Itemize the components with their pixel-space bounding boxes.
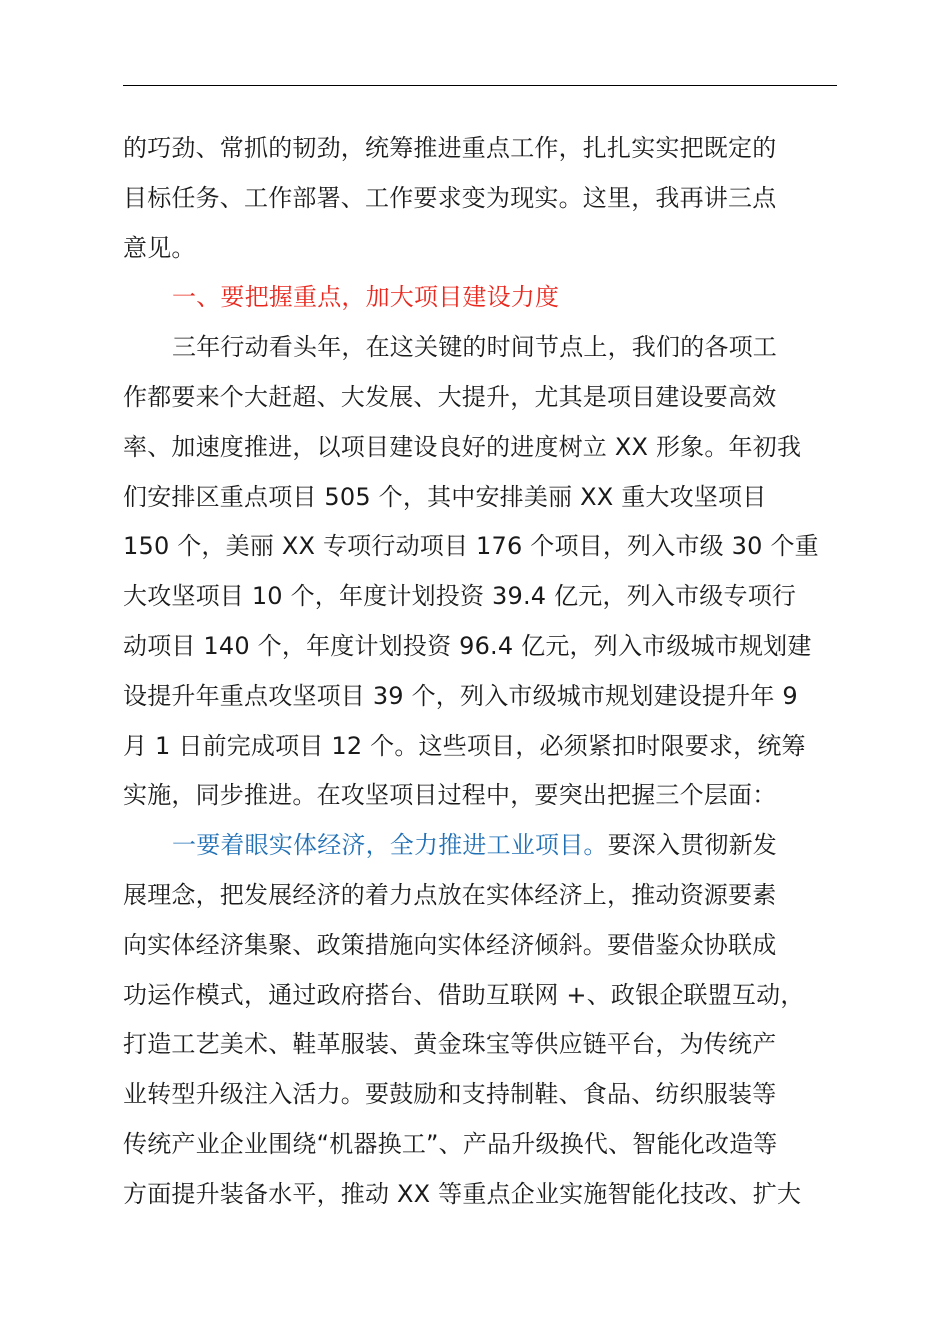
subheading-line xyxy=(123,821,863,871)
paragraph-line: 业转型升级注入活力。要鼓励和支持制鞋、食品、纺织服装等 xyxy=(123,1080,777,1109)
header-rule xyxy=(123,85,837,86)
paragraph-line: 功运作模式，通过政府搭台、借助互联网 +、政银企联盟互动， xyxy=(123,980,805,1009)
paragraph-line: 大攻坚项目 10 个，年度计划投资 39.4 亿元，列入市级专项行 xyxy=(123,582,797,611)
section-heading: 一、要把握重点，加大项目建设力度 xyxy=(172,283,560,312)
paragraph-line: 率、加速度推进，以项目建设良好的进度树立 XX 形象。年初我 xyxy=(123,432,802,461)
paragraph-line: 意见。 xyxy=(123,233,196,262)
paragraph-line: 作都要来个大赶超、大发展、大提升，尤其是项目建设要高效 xyxy=(123,382,777,411)
paragraph-line: 传统产业企业围绕“机器换工”、产品升级换代、智能化改造等 xyxy=(123,1129,778,1158)
paragraph-line: 设提升年重点攻坚项目 39 个，列入市级城市规划建设提升年 9 xyxy=(123,681,798,710)
document-body xyxy=(123,124,863,1220)
paragraph-line: 方面提升装备水平，推动 XX 等重点企业实施智能化技改、扩大 xyxy=(123,1179,802,1208)
subheading-highlight: 一要着眼实体经济，全力推进工业项目。 xyxy=(172,831,608,860)
subheading-rest: 要深入贯彻新发 xyxy=(607,831,778,860)
paragraph-line: 动项目 140 个，年度计划投资 96.4 亿元，列入市级城市规划建 xyxy=(123,631,812,660)
paragraph-line: 月 1 日前完成项目 12 个。这些项目，必须紧扣时限要求，统筹 xyxy=(123,731,806,760)
paragraph-line: 们安排区重点项目 505 个，其中安排美丽 XX 重大攻坚项目 xyxy=(123,482,767,511)
paragraph-line: 向实体经济集聚、政策措施向实体经济倾斜。要借鉴众协联成 xyxy=(123,930,777,959)
paragraph-line: 150 个，美丽 XX 专项行动项目 176 个项目，列入市级 30 个重 xyxy=(123,532,819,561)
paragraph-line: 打造工艺美术、鞋革服装、黄金珠宝等供应链平台，为传统产 xyxy=(123,1030,777,1059)
paragraph-line: 的巧劲、常抓的韧劲，统筹推进重点工作，扎扎实实把既定的 xyxy=(123,134,777,162)
paragraph-line: 展理念，把发展经济的着力点放在实体经济上，推动资源要素 xyxy=(123,880,777,909)
paragraph-line: 目标任务、工作部署、工作要求变为现实。这里，我再讲三点 xyxy=(123,183,777,212)
paragraph-line: 实施，同步推进。在攻坚项目过程中，要突出把握三个层面： xyxy=(123,781,777,810)
paragraph-line: 三年行动看头年，在这关键的时间节点上，我们的各项工 xyxy=(172,333,777,362)
